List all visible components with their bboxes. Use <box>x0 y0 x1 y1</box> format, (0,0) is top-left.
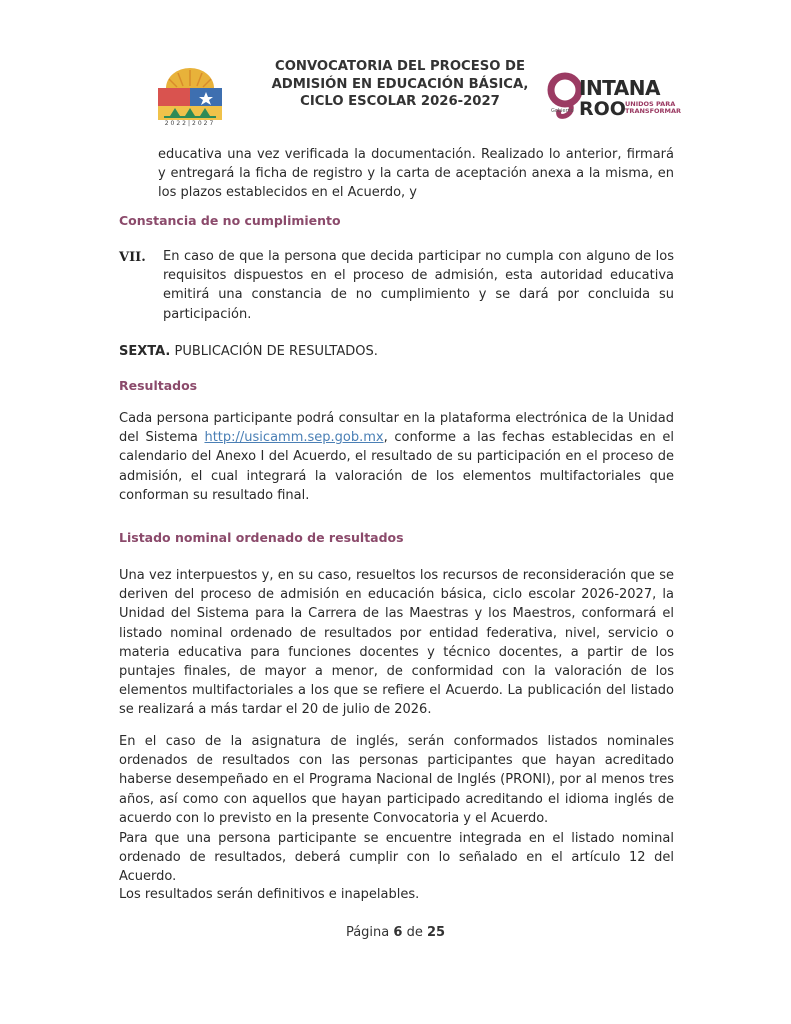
usicamm-link[interactable]: http://usicamm.sep.gob.mx <box>204 430 384 446</box>
listado-paragraph-3: Para que una persona participante se encuentre integrada en el listado nominal ordenado de resultados, deberá cumplir con lo señalado en el artículo 12 del Acuerdo. <box>119 831 674 885</box>
listado-paragraph-2: En el caso de la asignatura de inglés, serán conformados listados nominales ordenados de resultados con las personas participantes que hayan acreditado haberse desempeñado en el Programa Nacional de Inglés (PRONI), por al menos tres años, así como con aquellos que hayan participado acreditando el idioma inglés de acuerdo con lo previsto en la presente Convocatoria y el Acuerdo. <box>119 734 674 826</box>
logo-tagline: UNIDOS PARA TRANSFORMAR <box>625 100 682 115</box>
sexta-title: PUBLICACIÓN DE RESULTADOS. <box>170 344 378 359</box>
section-heading-listado: Listado nominal ordenado de resultados <box>119 530 404 545</box>
section-heading-no-cumplimiento: Constancia de no cumplimiento <box>119 213 341 228</box>
logo-caption: 2022|2027 <box>164 120 216 127</box>
item-numeral-vii: VII. <box>119 250 146 265</box>
title-line-2: ADMISIÓN EN EDUCACIÓN BÁSICA, <box>271 76 529 92</box>
total-pages: 25 <box>426 925 446 940</box>
sexta-label: SEXTA. <box>119 344 171 359</box>
resultados-paragraph: Cada persona participante podrá consultar en la plataforma electrónica de la Unidad del Sistema http://usicamm.sep.gob.mx, conforme a las fechas establecidas en el calendario del Anexo I del Acuerdo, el resultado de su participación en el proceso de admisión, el cual integrará la valoración de los elementos multifactoriales que conforman su resultado final. <box>119 411 674 503</box>
item-vii-text: En caso de que la persona que decida participar no cumpla con alguno de los requisitos dispuestos en el proceso de admisión, esta autoridad educativa emitirá una constancia de no cumplimiento y se dará por concluida su participación. <box>163 249 674 322</box>
quintana-roo-logo <box>545 72 682 122</box>
logo-small-text: Gobierno <box>551 108 574 114</box>
current-page: 6 <box>393 925 403 940</box>
title-line-3: CICLO ESCOLAR 2026-2027 <box>300 94 500 109</box>
logo-sub-text: ROO <box>579 98 626 120</box>
logo-main-text: INTANA <box>579 76 660 100</box>
continuation-paragraph: educativa una vez verificada la documentación. Realizado lo anterior, firmará y entregará la ficha de registro y la carta de aceptación anexa a la misma, en los plazos establecidos en el Acuerdo, y <box>158 147 674 201</box>
listado-paragraph-4: Los resultados serán definitivos e inapelables. <box>119 887 420 902</box>
listado-paragraph-1: Una vez interpuestos y, en su caso, resueltos los recursos de reconsideración que se deriven del proceso de admisión en educación básica, ciclo escolar 2026-2027, la Unidad del Sistema para la Carrera de las Maestras y los Maestros, conformará el listado nominal ordenado de resultados por entidad federativa, nivel, servicio o materia educativa para funciones docentes y técnico docentes, a partir de los puntajes finales, de mayor a menor, de conformidad con la valoración de los elementos multifactoriales a los que se refiere el Acuerdo. La publicación del listado se realizará a más tardar el 20 de julio de 2026. <box>119 568 674 718</box>
document-title <box>270 58 530 111</box>
sexta-heading <box>119 342 679 361</box>
page-number: Página 6 de 25 <box>345 925 446 940</box>
section-heading-resultados: Resultados <box>119 378 198 393</box>
state-coat-of-arms-logo <box>150 66 230 130</box>
title-line-1: CONVOCATORIA DEL PROCESO DE <box>275 59 525 74</box>
